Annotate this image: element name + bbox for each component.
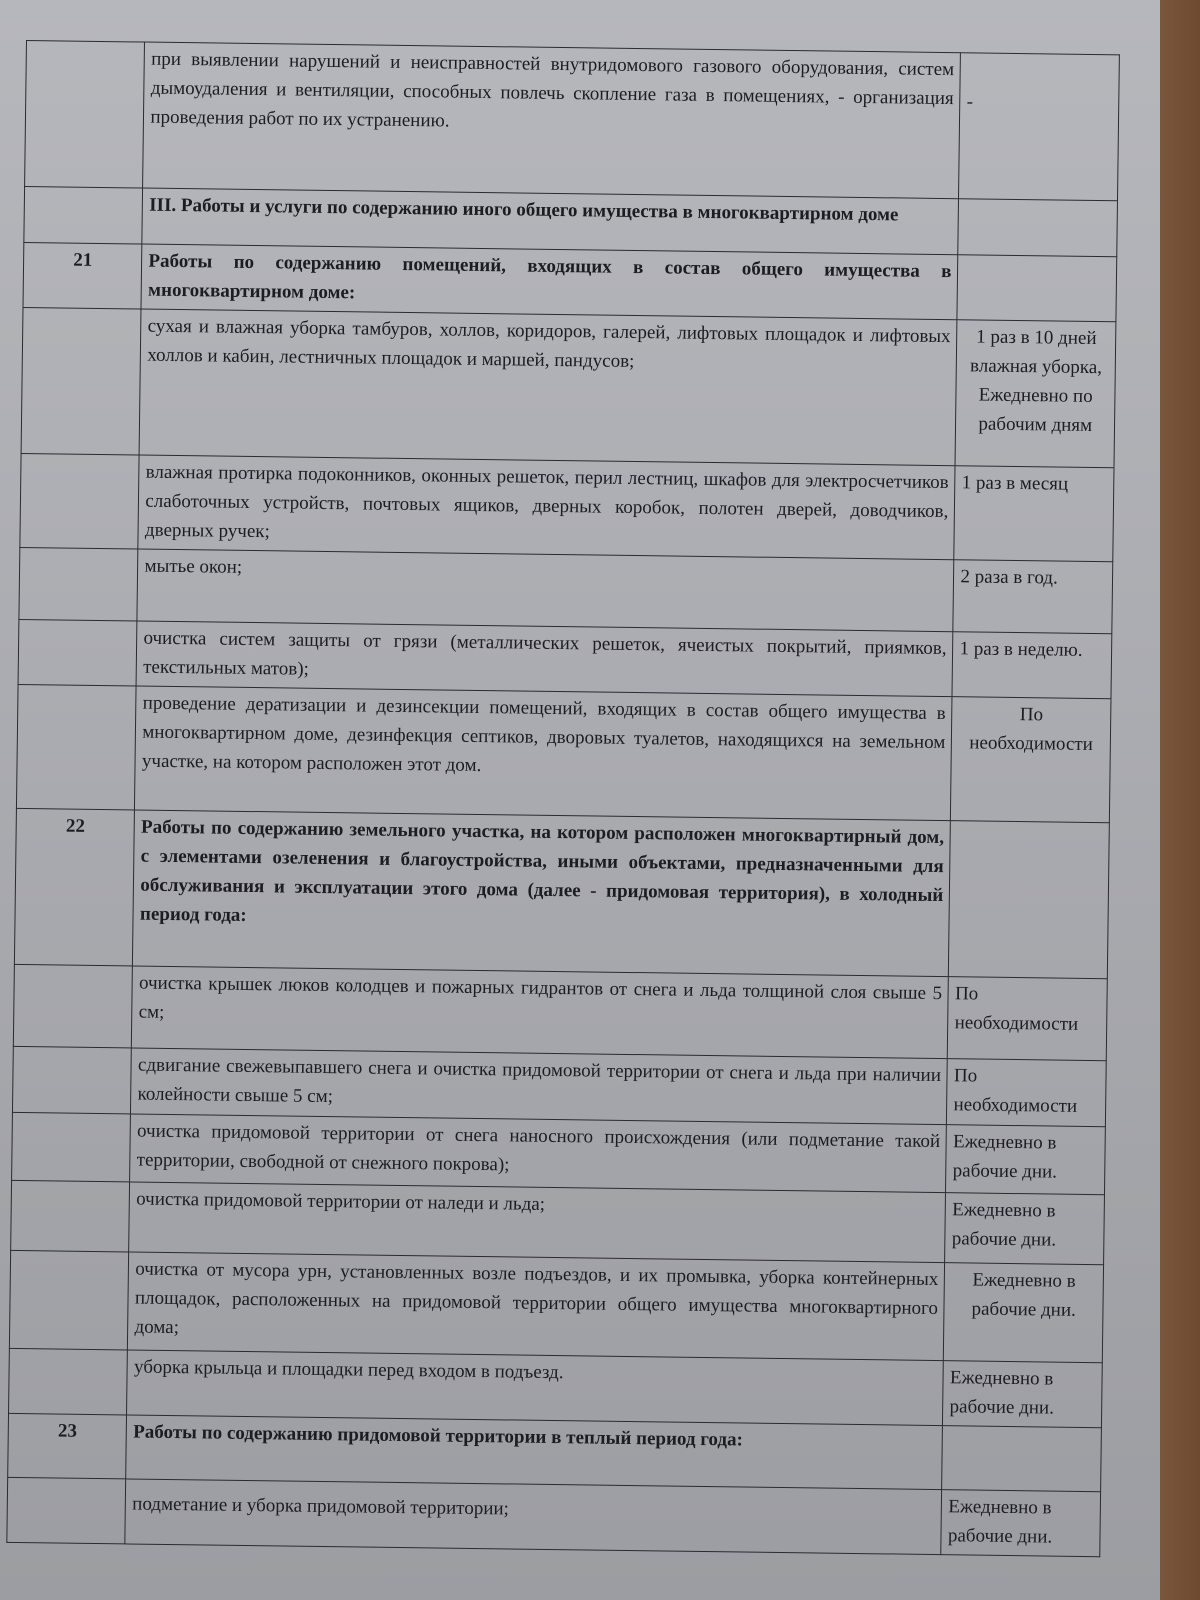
row-frequency-cell <box>949 821 1110 979</box>
row-number-cell: 21 <box>23 242 142 309</box>
row-frequency-cell <box>957 255 1116 322</box>
table-row <box>7 1477 1101 1556</box>
item-heading-cell: Работы по содержанию помещений, входящих в состав общего имущества в многоквартирном доме: <box>141 244 958 320</box>
row-frequency-cell: Ежедневно в рабочие дни. <box>941 1490 1100 1557</box>
row-frequency-cell: Ежедневно в рабочие дни. <box>943 1361 1102 1428</box>
table-row <box>14 808 1109 978</box>
row-frequency-cell: По необходимости <box>951 697 1111 823</box>
row-description-cell: очистка от мусора урн, установленных возле подъездов, и их промывка, уборка контейнерных площадок, расположенных на придомовой территории общего имущества многоквартирного дома; <box>128 1252 945 1361</box>
row-number-cell <box>21 307 141 455</box>
row-description-cell: влажная протирка подоконников, оконных решеток, перил лестниц, шкафов для электросчетчиков слаботочных устройств, почтовых ящиков, дверных коробок, полотен дверей, доводчиков, дверных ручек; <box>138 455 955 560</box>
row-description-cell: мытье окон; <box>137 549 954 632</box>
row-number-cell <box>12 1112 131 1182</box>
row-description-cell: уборка крыльца и площадки перед входом в подъезд. <box>127 1350 944 1426</box>
row-frequency-cell: По необходимости <box>948 977 1108 1061</box>
table-row <box>13 964 1107 1060</box>
row-frequency-cell: По необходимости <box>947 1059 1106 1127</box>
row-number-cell <box>18 619 137 686</box>
section-heading-cell: III. Работы и услуги по содержанию иного общего имущества в многоквартирном доме <box>142 188 959 255</box>
table-row <box>25 41 1120 201</box>
services-table <box>6 40 1120 1557</box>
services-table-body <box>7 41 1120 1557</box>
row-number-cell <box>12 1046 131 1114</box>
row-number-cell <box>13 964 132 1048</box>
row-frequency-cell: Ежедневно в рабочие дни. <box>944 1263 1104 1363</box>
row-number-cell: 22 <box>14 808 134 966</box>
row-number-cell <box>16 684 136 810</box>
table-row <box>9 1250 1103 1362</box>
row-frequency-cell <box>942 1426 1101 1492</box>
row-frequency-cell: 1 раз в неделю. <box>952 632 1111 699</box>
row-frequency-cell <box>958 199 1117 257</box>
row-number-cell <box>9 1250 129 1350</box>
row-description-cell: проведение дератизации и дезинсекции помещений, входящих в состав общего имущества в многоквартирном доме, дезинфекция септиков, дворовых туалетов, находящихся на земельном участке, на котором расположен этот дом. <box>135 686 953 821</box>
row-frequency-cell: 1 раз в 10 дней влажная уборка, Ежедневно по рабочим дням <box>955 320 1115 468</box>
item-heading-cell: Работы по содержанию придомовой территории в теплый период года: <box>126 1415 943 1490</box>
row-number-cell <box>11 1180 130 1252</box>
row-number-cell <box>24 186 143 244</box>
row-number-cell <box>9 1348 128 1415</box>
row-description-cell: при выявлении нарушений и неисправностей внутридомового газового оборудования, систем дымоудаления и вентиляции, способных повлечь скопление газа в помещениях, - организация проведения работ по их устранению. <box>143 42 961 199</box>
row-number-cell: 23 <box>8 1413 127 1479</box>
row-frequency-cell: - <box>959 53 1119 201</box>
row-number-cell <box>25 41 145 189</box>
row-number-cell <box>7 1477 126 1544</box>
row-description-cell: подметание и уборка придомовой территории; <box>125 1479 942 1555</box>
row-description-cell: очистка придомовой территории от снега наносного происхождения (или подметание такой территории, свободной от снежного покрова); <box>130 1114 947 1193</box>
row-frequency-cell: 1 раз в месяц <box>954 466 1114 562</box>
row-frequency-cell: Ежедневно в рабочие дни. <box>946 1125 1105 1195</box>
row-number-cell <box>19 547 138 621</box>
row-description-cell: сухая и влажная уборка тамбуров, холлов, коридоров, галерей, лифтовых площадок и лифтовых холлов и кабин, лестничных площадок и маршей, пандусов; <box>139 309 957 466</box>
table-row <box>20 453 1114 561</box>
row-description-cell: очистка систем защиты от грязи (металлических решеток, ячеистых покрытий, приямков, текстильных матов); <box>136 621 953 697</box>
item-heading-cell: Работы по содержанию земельного участка, на котором расположен многоквартирный дом, с элементами озеленения и благоустройства, иными объектами, предназначенными для обслуживания и эксплуатации этого дома (далее - придомовая территория), в холодный период года: <box>133 810 951 977</box>
row-frequency-cell: 2 раза в год. <box>953 560 1112 634</box>
table-row <box>21 307 1116 467</box>
row-description-cell: очистка придомовой территории от наледи и льда; <box>129 1182 946 1263</box>
row-description-cell: сдвигание свежевыпавшего снега и очистка придомовой территории от снега и льда при наличии колейности свыше 5 см; <box>131 1048 948 1125</box>
row-description-cell: очистка крышек люков колодцев и пожарных гидрантов от снега и льда толщиной слоя свыше 5 см; <box>132 966 949 1059</box>
table-row <box>16 684 1111 822</box>
row-frequency-cell: Ежедневно в рабочие дни. <box>945 1193 1104 1265</box>
row-number-cell <box>20 453 140 549</box>
